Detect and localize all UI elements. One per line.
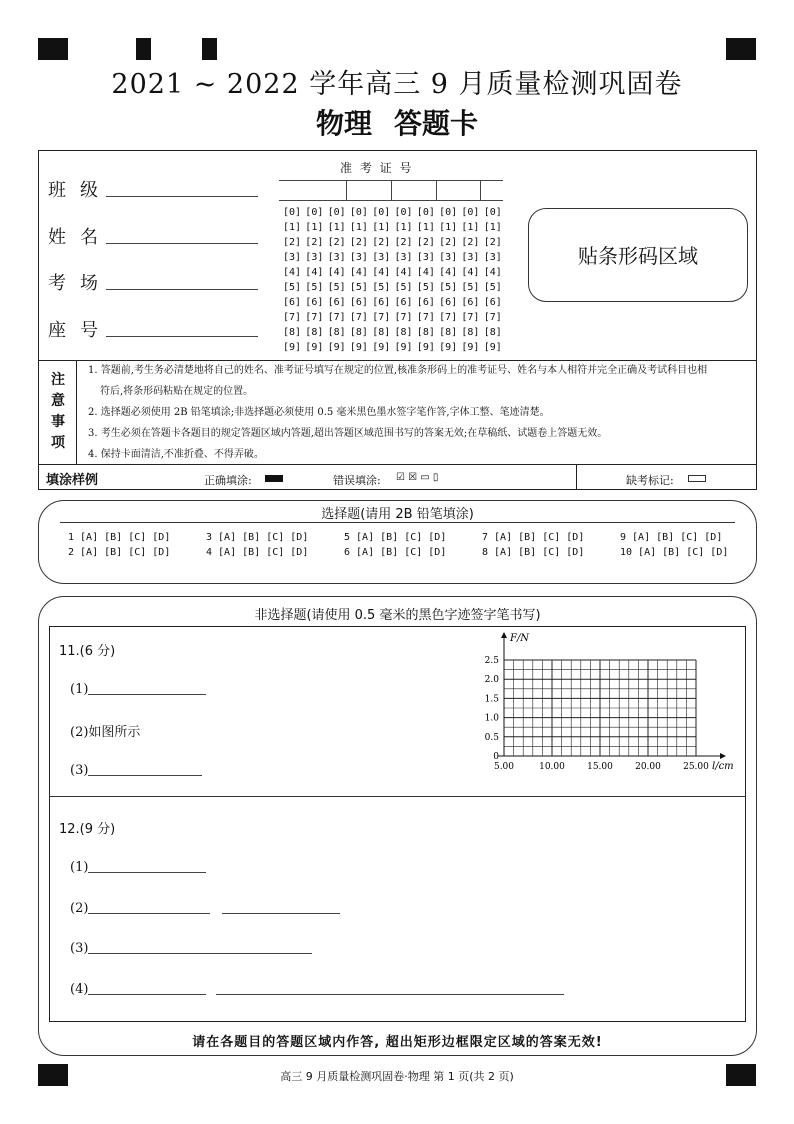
exam-id-bubble[interactable]: [4] <box>416 267 435 278</box>
class-label: 班级 <box>48 180 112 201</box>
exam-id-bubble[interactable]: [7] <box>283 312 302 323</box>
exam-id-bubble[interactable]: [1] <box>416 222 435 233</box>
divider <box>60 522 735 523</box>
exam-id-bubble[interactable]: [8] <box>394 327 413 338</box>
seat-input-line[interactable] <box>106 336 258 337</box>
exam-id-bubble[interactable]: [3] <box>439 252 458 263</box>
exam-id-bubble[interactable]: [9] <box>439 342 458 353</box>
room-label: 考场 <box>48 273 112 294</box>
q11-part1-line[interactable] <box>88 694 206 695</box>
timing-mark <box>726 38 756 60</box>
exam-id-bubble[interactable]: [2] <box>305 237 324 248</box>
exam-id-bubble[interactable]: [1] <box>483 222 502 233</box>
x-axis-arrow <box>720 753 726 759</box>
force-length-grid-chart[interactable] <box>470 628 750 778</box>
exam-id-bubble[interactable]: [2] <box>327 237 346 248</box>
exam-id-bubble[interactable]: [7] <box>416 312 435 323</box>
choice-question-row[interactable]: 5 [A] [B] [C] [D] <box>344 532 447 543</box>
q11-part2-label: (2)如图所示 <box>70 725 141 740</box>
exam-id-bubble[interactable]: [1] <box>305 222 324 233</box>
divider <box>76 360 77 464</box>
y-tick-label: 0 <box>493 752 499 762</box>
exam-id-bubble[interactable]: [3] <box>416 252 435 263</box>
exam-id-bubble[interactable]: [3] <box>461 252 480 263</box>
exam-id-bubble[interactable]: [2] <box>394 237 413 248</box>
exam-id-bubble[interactable]: [4] <box>349 267 368 278</box>
exam-id-bubble[interactable]: [9] <box>372 342 391 353</box>
y-tick-label: 1.5 <box>484 694 499 705</box>
absent-mark-label: 缺考标记: <box>626 474 674 487</box>
exam-id-bubble[interactable]: [6] <box>483 297 502 308</box>
y-tick-label: 1.0 <box>484 713 499 724</box>
q12-heading: 12.(9 分) <box>59 822 116 837</box>
exam-id-bubble[interactable]: [3] <box>305 252 324 263</box>
q12-part4-line-b[interactable] <box>216 994 564 995</box>
x-tick-label: 15.00 <box>587 762 613 772</box>
subject-title <box>0 102 794 142</box>
y-axis-label: F/N <box>510 633 530 644</box>
exam-id-bubble[interactable]: [4] <box>305 267 324 278</box>
q11-part1-label: (1) <box>70 682 89 697</box>
q12-part3-label: (3) <box>70 941 89 956</box>
notice-item-1b: 符后,将条形码粘贴在规定的位置。 <box>100 386 254 397</box>
exam-id-bubble[interactable]: [9] <box>394 342 413 353</box>
exam-id-bubble[interactable]: [0] <box>372 207 391 218</box>
exam-id-bubble[interactable]: [1] <box>372 222 391 233</box>
exam-id-bubble[interactable]: [7] <box>372 312 391 323</box>
exam-id-bubble[interactable]: [3] <box>327 252 346 263</box>
exam-id-bubble[interactable]: [4] <box>283 267 302 278</box>
divider <box>576 464 577 490</box>
exam-id-bubble[interactable]: [7] <box>461 312 480 323</box>
exam-id-bubble[interactable]: [3] <box>349 252 368 263</box>
name-label: 姓名 <box>48 227 112 248</box>
exam-title: 2021 ~ 2022 学年高三 9 月质量检测巩固卷 <box>111 69 683 100</box>
correct-fill-sample <box>265 475 283 482</box>
q12-part4-label: (4) <box>70 982 89 997</box>
exam-id-bubble[interactable]: [6] <box>439 297 458 308</box>
exam-id-bubble[interactable]: [7] <box>483 312 502 323</box>
exam-id-bubble[interactable]: [2] <box>439 237 458 248</box>
choice-question-row[interactable]: 9 [A] [B] [C] [D] <box>620 532 723 543</box>
exam-id-bubble[interactable]: [8] <box>372 327 391 338</box>
exam-id-bubble[interactable]: [2] <box>349 237 368 248</box>
exam-id-bubble[interactable]: [5] <box>327 282 346 293</box>
exam-id-bubble[interactable]: [5] <box>461 282 480 293</box>
exam-id-bubble[interactable]: [8] <box>283 327 302 338</box>
notice-item-4: 4. 保持卡面清洁,不准折叠、不得弄破。 <box>88 449 264 460</box>
fill-example-label: 填涂样例 <box>46 473 99 488</box>
q12-part1-label: (1) <box>70 860 89 875</box>
wrong-fill-label: 错误填涂: <box>333 474 381 487</box>
exam-id-bubble[interactable]: [5] <box>394 282 413 293</box>
subject-name: 物理 <box>315 107 372 140</box>
x-tick-label: 10.00 <box>539 762 565 772</box>
exam-id-bubble[interactable]: [5] <box>483 282 502 293</box>
exam-id-bubble[interactable]: [3] <box>372 252 391 263</box>
timing-mark <box>38 38 68 60</box>
exam-id-bubble[interactable]: [9] <box>283 342 302 353</box>
exam-id-bubble[interactable]: [6] <box>327 297 346 308</box>
exam-id-bubble[interactable]: [8] <box>439 327 458 338</box>
notice-item-1: 1. 答题前,考生务必清楚地将自己的姓名、准考证号填写在规定的位置,核准条形码上的准考证号、姓名与本人相符并完全正确及考试科目也相 <box>88 365 708 376</box>
exam-id-bubble[interactable]: [5] <box>349 282 368 293</box>
exam-id-bubble[interactable]: [6] <box>372 297 391 308</box>
exam-id-bubble[interactable]: [6] <box>283 297 302 308</box>
exam-id-bubble[interactable]: [5] <box>305 282 324 293</box>
exam-id-bubble[interactable]: [7] <box>327 312 346 323</box>
q12-part2-line-b[interactable] <box>222 913 340 914</box>
q11-part3-label: (3) <box>70 763 89 778</box>
choice-question-row[interactable]: 2 [A] [B] [C] [D] <box>68 547 171 558</box>
timing-mark <box>202 38 217 60</box>
exam-id-bubble[interactable]: [0] <box>483 207 502 218</box>
q12-part2-label: (2) <box>70 901 89 916</box>
correct-fill-label: 正确填涂: <box>204 474 252 487</box>
q12-part4-line-a[interactable] <box>88 994 206 995</box>
exam-id-bubble[interactable]: [9] <box>416 342 435 353</box>
exam-id-boxes[interactable] <box>279 180 503 201</box>
x-axis-label: l/cm <box>712 761 734 772</box>
exam-id-bubble[interactable]: [9] <box>349 342 368 353</box>
y-tick-label: 2.5 <box>484 656 499 666</box>
exam-id-bubble[interactable]: [2] <box>283 237 302 248</box>
x-tick-label: 20.00 <box>635 762 661 772</box>
exam-id-bubble[interactable]: [6] <box>461 297 480 308</box>
q12-part2-line-a[interactable] <box>88 913 210 914</box>
seat-label: 座号 <box>48 320 112 341</box>
exam-id-bubble[interactable]: [1] <box>439 222 458 233</box>
exam-id-bubble[interactable]: [1] <box>349 222 368 233</box>
answer-area-warning: 请在各题目的答题区域内作答, 超出矩形边框限定区域的答案无效! <box>192 1035 603 1050</box>
barcode-label: 贴条形码区域 <box>578 244 698 268</box>
exam-id-bubble[interactable]: [8] <box>349 327 368 338</box>
choice-question-row[interactable]: 8 [A] [B] [C] [D] <box>482 547 585 558</box>
name-input-line[interactable] <box>106 243 258 244</box>
q12-part1-line[interactable] <box>88 872 206 873</box>
timing-mark <box>136 38 151 60</box>
exam-id-bubble[interactable]: [0] <box>439 207 458 218</box>
q12-part3-line[interactable] <box>88 953 312 954</box>
exam-id-bubble[interactable]: [7] <box>349 312 368 323</box>
exam-id-bubble[interactable]: [9] <box>327 342 346 353</box>
exam-id-bubble[interactable]: [1] <box>461 222 480 233</box>
exam-id-bubble[interactable]: [0] <box>394 207 413 218</box>
exam-id-bubble[interactable]: [2] <box>483 237 502 248</box>
exam-id-bubble[interactable]: [0] <box>349 207 368 218</box>
card-name: 答题卡 <box>394 107 479 140</box>
absent-mark-box[interactable] <box>688 475 706 482</box>
choice-question-row[interactable]: 7 [A] [B] [C] [D] <box>482 532 585 543</box>
exam-id-bubble[interactable]: [0] <box>416 207 435 218</box>
exam-id-bubble[interactable]: [5] <box>439 282 458 293</box>
exam-id-bubble[interactable]: [6] <box>416 297 435 308</box>
exam-id-bubble[interactable]: [3] <box>483 252 502 263</box>
exam-id-bubble[interactable]: [4] <box>439 267 458 278</box>
q11-part3-line[interactable] <box>88 775 202 776</box>
y-axis-arrow <box>501 632 507 638</box>
exam-id-bubble[interactable]: [6] <box>349 297 368 308</box>
exam-id-bubble[interactable]: [0] <box>305 207 324 218</box>
choice-section-title: 选择题(请用 2B 铅笔填涂) <box>321 507 474 522</box>
x-tick-label: 5.00 <box>493 762 515 772</box>
exam-id-bubble[interactable]: [2] <box>416 237 435 248</box>
divider <box>49 796 746 797</box>
exam-id-bubble[interactable]: [4] <box>327 267 346 278</box>
exam-id-bubble[interactable]: [3] <box>394 252 413 263</box>
page-footer: 高三 9 月质量检测巩固卷·物理 第 1 页(共 2 页) <box>280 1070 514 1083</box>
exam-id-bubble[interactable]: [5] <box>372 282 391 293</box>
choice-question-row[interactable]: 6 [A] [B] [C] [D] <box>344 547 447 558</box>
exam-id-bubble[interactable]: [2] <box>461 237 480 248</box>
exam-id-bubble[interactable]: [4] <box>461 267 480 278</box>
exam-id-bubble[interactable]: [0] <box>461 207 480 218</box>
choice-question-row[interactable]: 10 [A] [B] [C] [D] <box>620 547 729 558</box>
choice-question-row[interactable]: 1 [A] [B] [C] [D] <box>68 532 171 543</box>
exam-id-bubble[interactable]: [5] <box>416 282 435 293</box>
exam-id-bubble[interactable]: [0] <box>283 207 302 218</box>
exam-id-bubble[interactable]: [8] <box>305 327 324 338</box>
exam-id-bubble[interactable]: [6] <box>305 297 324 308</box>
q11-heading: 11.(6 分) <box>59 644 116 659</box>
exam-id-bubble[interactable]: [9] <box>461 342 480 353</box>
notice-item-3: 3. 考生必须在答题卡各题目的规定答题区域内答题,超出答题区域范围书写的答案无效;在草稿纸、试题卷上答题无效。 <box>88 428 608 439</box>
exam-id-bubble[interactable]: [4] <box>483 267 502 278</box>
exam-id-bubble[interactable]: [2] <box>372 237 391 248</box>
exam-id-bubble[interactable]: [4] <box>394 267 413 278</box>
exam-id-bubble[interactable]: [7] <box>305 312 324 323</box>
room-input-line[interactable] <box>106 289 258 290</box>
exam-id-bubble[interactable]: [1] <box>327 222 346 233</box>
y-tick-label: 2.0 <box>484 675 499 686</box>
exam-id-bubble[interactable]: [4] <box>372 267 391 278</box>
nonchoice-section-title: 非选择题(请使用 0.5 毫米的黑色字迹签字笔书写) <box>254 608 541 623</box>
notice-item-2: 2. 选择题必须使用 2B 铅笔填涂;非选择题必须使用 0.5 毫米黑色墨水签字笔作答,字体工整、笔迹清楚。 <box>88 407 550 418</box>
notice-label: 注 意 事 项 <box>51 372 65 451</box>
exam-id-bubble[interactable]: [5] <box>283 282 302 293</box>
exam-id-bubble[interactable]: [8] <box>327 327 346 338</box>
x-tick-label: 25.00 <box>683 762 709 772</box>
exam-id-bubble[interactable]: [1] <box>394 222 413 233</box>
exam-id-bubble[interactable]: [8] <box>483 327 502 338</box>
choice-question-row[interactable]: 4 [A] [B] [C] [D] <box>206 547 309 558</box>
exam-id-bubble[interactable]: [3] <box>283 252 302 263</box>
exam-id-bubble[interactable]: [8] <box>461 327 480 338</box>
exam-id-bubble[interactable]: [9] <box>483 342 502 353</box>
wrong-fill-samples: ☑ ☒ ▭ ▯ <box>396 472 439 483</box>
exam-id-bubble[interactable]: [8] <box>416 327 435 338</box>
exam-id-bubble[interactable]: [1] <box>283 222 302 233</box>
divider <box>38 464 757 465</box>
exam-id-bubble[interactable]: [6] <box>394 297 413 308</box>
class-input-line[interactable] <box>106 196 258 197</box>
choice-question-row[interactable]: 3 [A] [B] [C] [D] <box>206 532 309 543</box>
exam-id-label: 准 考 证 号 <box>340 161 414 175</box>
exam-id-bubble[interactable]: [0] <box>327 207 346 218</box>
exam-id-bubble[interactable]: [7] <box>439 312 458 323</box>
exam-id-bubble[interactable]: [9] <box>305 342 324 353</box>
exam-id-bubble[interactable]: [7] <box>394 312 413 323</box>
divider <box>38 360 757 361</box>
y-tick-label: 0.5 <box>484 732 499 743</box>
